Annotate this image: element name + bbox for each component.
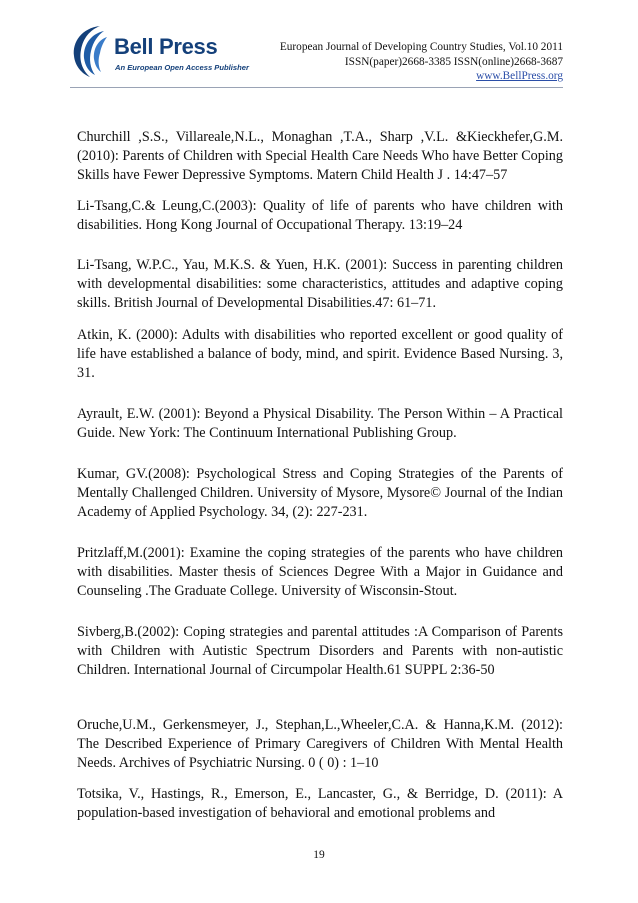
reference-totsika: Totsika, V., Hastings, R., Emerson, E., Lancaster, G., & Berridge, D. (2011): A population-based investigation of behavioral and emotional problems and: [77, 786, 563, 821]
logo-name: Bell Press: [114, 34, 218, 59]
reference-churchill: Churchill ,S.S., Villareale,N.L., Monaghan ,T.A., Sharp ,V.L. &Kieckhefer,G.M.(2010): Parents of Children with Special Health Care Needs Who have Better Coping Skills have Fewer Depressive Symptoms. Matern Child Health J . 14:47–57: [77, 129, 563, 183]
reference-kumar: Kumar, GV.(2008): Psychological Stress and Coping Strategies of the Parents of Mentally Challenged Children. University of Mysore, Mysore© Journal of the Indian Academy of Applied Psychology. 34, (2): 227-231.: [77, 466, 563, 520]
reference-oruche: Oruche,U.M., Gerkensmeyer, J., Stephan,L.,Wheeler,C.A. & Hanna,K.M. (2012): The Described Experience of Primary Caregivers of Children With Mental Health Needs. Archives of Psychiatric Nursing. 0 ( 0) : 1–10: [77, 717, 563, 771]
journal-info: [233, 40, 563, 84]
reference-pritzlaff: Pritzlaff,M.(2001): Examine the coping strategies of the parents who have children with disabilities. Master thesis of Sciences Degree With a Major in Guidance and Counseling .The Graduate College. University of Wisconsin-Stout.: [77, 545, 563, 599]
reference-li-tsang-leung: Li-Tsang,C.& Leung,C.(2003): Quality of life of parents who have children with disabilities. Hong Kong Journal of Occupational Therapy. 13:19–24: [77, 198, 563, 233]
bell-logo-icon: [70, 22, 120, 78]
journal-title-line: European Journal of Developing Country Studies, Vol.10 2011: [279, 41, 563, 53]
page-header: [0, 0, 638, 90]
header-divider: [70, 87, 563, 88]
issn-line: ISSN(paper)2668-3385 ISSN(online)2668-3687: [344, 55, 563, 68]
reference-li-tsang-yau-yuen: Li-Tsang, W.P.C., Yau, M.K.S. & Yuen, H.K. (2001): Success in parenting children with developmental disabilities: some characteristics, attitudes and adaptive coping skills. British Journal of Developmental Disabilities.47: 61–71.: [77, 257, 563, 311]
page-number: 19: [313, 849, 325, 861]
logo-tagline: An European Open Access Publisher: [115, 63, 249, 72]
reference-atkin: Atkin, K. (2000): Adults with disabilities who reported excellent or good quality of life have established a balance of body, mind, and spirit. Evidence Based Nursing. 3, 31.: [77, 327, 563, 381]
reference-sivberg: Sivberg,B.(2002): Coping strategies and parental attitudes :A Comparison of Parents with Children with Autistic Spectrum Disorders and Parents with non-autistic Children. International Journal of Circumpolar Health.61 SUPPL 2:36-50: [77, 624, 563, 678]
bell-press-logo: [70, 22, 249, 82]
website-link[interactable]: www.BellPress.org: [476, 70, 563, 82]
reference-ayrault: Ayrault, E.W. (2001): Beyond a Physical Disability. The Person Within – A Practical Guide. New York: The Continuum International Publishing Group.: [77, 406, 563, 441]
